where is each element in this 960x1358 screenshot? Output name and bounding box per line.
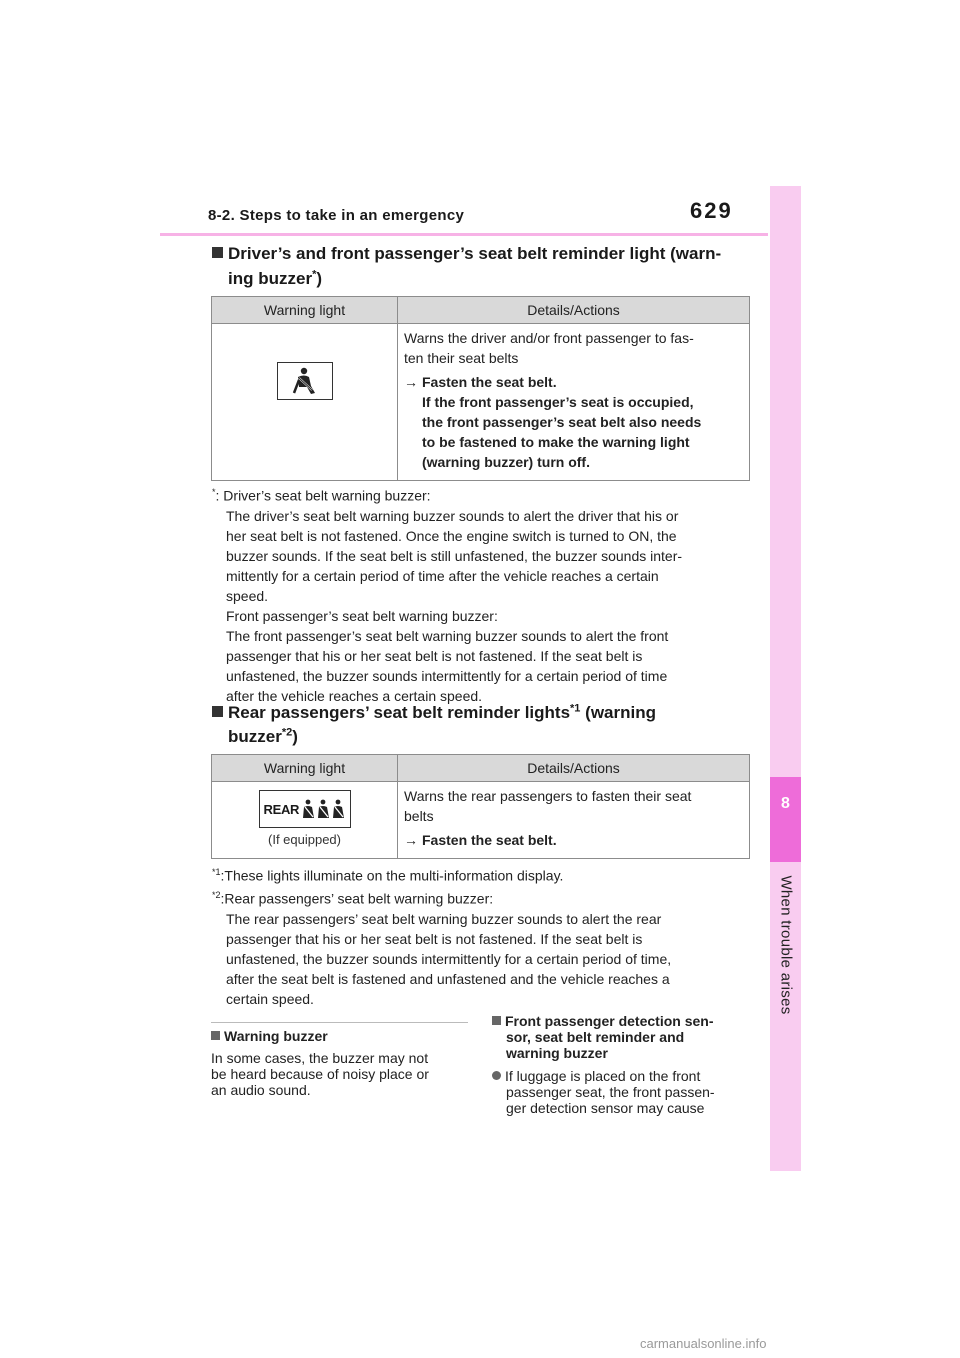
rear-seat-belt-warning-table (211, 754, 750, 859)
arrow-right-icon: → (404, 832, 418, 848)
seat-belt-icon (302, 798, 348, 820)
seat-belt-warning-table (211, 296, 750, 481)
section-header: 8-2. Steps to take in an emergency (208, 207, 465, 224)
warning-light-cell (212, 324, 398, 481)
details-cell: Warns the driver and/or front passenger to fas- ten their seat belts → Fasten the seat belt. If the front passenger’s seat is occupied, the front passenger’s seat belt also needs to be fastened to make the warning light (warning buzzer) turn off. (398, 324, 750, 481)
chapter-number: 8 (781, 795, 790, 812)
page-number: 629 (690, 198, 733, 223)
column-header-warning-light: Warning light (212, 755, 398, 782)
action-item: → Fasten the seat belt. If the front passenger’s seat is occupied, the front passenger’s seat belt also needs to be fastened to make the warning light (warning buzzer) turn off. (404, 374, 702, 470)
circle-bullet-icon (492, 1071, 501, 1080)
seat-belt-warning-icon (277, 362, 333, 400)
footnote-multi-info-display: $^{*1}$:These lights illuminate on the multi-information display. (212, 867, 564, 884)
warning-buzzer-heading: Warning buzzer (211, 1028, 328, 1044)
square-bullet-icon (212, 247, 223, 258)
square-bullet-icon (211, 1031, 220, 1040)
warning-light-cell (212, 782, 398, 859)
table-row (212, 324, 750, 481)
chapter-label: When trouble arises (777, 875, 795, 1015)
table-row (212, 782, 750, 859)
square-bullet-icon (212, 706, 223, 717)
table-header-row (212, 755, 750, 782)
header-divider (160, 233, 768, 236)
column-header-details: Details/Actions (398, 755, 750, 782)
passenger-sensor-heading: Front passenger detection sen- sor, seat belt reminder and warning buzzer (492, 1013, 713, 1061)
column-header-warning-light: Warning light (212, 297, 398, 324)
passenger-sensor-text: If luggage is placed on the front passenger seat, the front passen- ger detection sensor may cause (492, 1068, 715, 1116)
if-equipped-note: (If equipped) (268, 832, 341, 847)
footnote-rear-buzzer: $^{*2}$:Rear passengers’ seat belt warning buzzer: The rear passengers’ seat belt warning buzzer sounds to alert the rear passenger that his or her seat belt is not fastened. If the seat belt is unfastened, the buzzer sounds intermittently for a certain period of time, after the seat belt is fastened and unfastened and the vehicle reaches a certain speed. (212, 890, 672, 1007)
action-item: → Fasten the seat belt. (404, 832, 557, 848)
watermark: carmanualsonline.info (640, 1336, 767, 1351)
footnote-driver-buzzer: *: Driver’s seat belt warning buzzer: The driver’s seat belt warning buzzer sounds to alert the driver that his or her seat belt is not fastened. Once the engine switch is turned to ON, the buzzer sounds. If the seat belt is still unfastened, the buzzer sounds inter- mittently for a certain period of time after the vehicle reaches a certain speed. Front passenger’s seat belt warning buzzer: The front passenger’s seat belt warning buzzer sounds to alert the front passenger that his or her seat belt is not fastened. If the seat belt is unfastened, the buzzer sounds intermittently for a certain period of time after the vehicle reaches a certain speed. (212, 487, 683, 704)
table-header-row (212, 297, 750, 324)
rear-seat-belt-icon: REAR (259, 790, 351, 828)
column-header-details: Details/Actions (398, 297, 750, 324)
section2-heading: Rear passengers’ seat belt reminder lights$^{*1}$ (warning buzzer$^{*2}$) (212, 701, 656, 748)
column-divider (211, 1022, 468, 1023)
details-cell: Warns the rear passengers to fasten their seat belts → Fasten the seat belt. (398, 782, 750, 859)
section1-heading: Driver’s and front passenger’s seat belt reminder light (warn- ing buzzer*) (212, 242, 721, 290)
chapter-number-box (770, 777, 801, 862)
arrow-right-icon: → (404, 374, 418, 390)
square-bullet-icon (492, 1016, 501, 1025)
warning-buzzer-text: In some cases, the buzzer may not be heard because of noisy place or an audio sound. (211, 1050, 429, 1098)
chapter-side-tab (770, 186, 801, 1171)
